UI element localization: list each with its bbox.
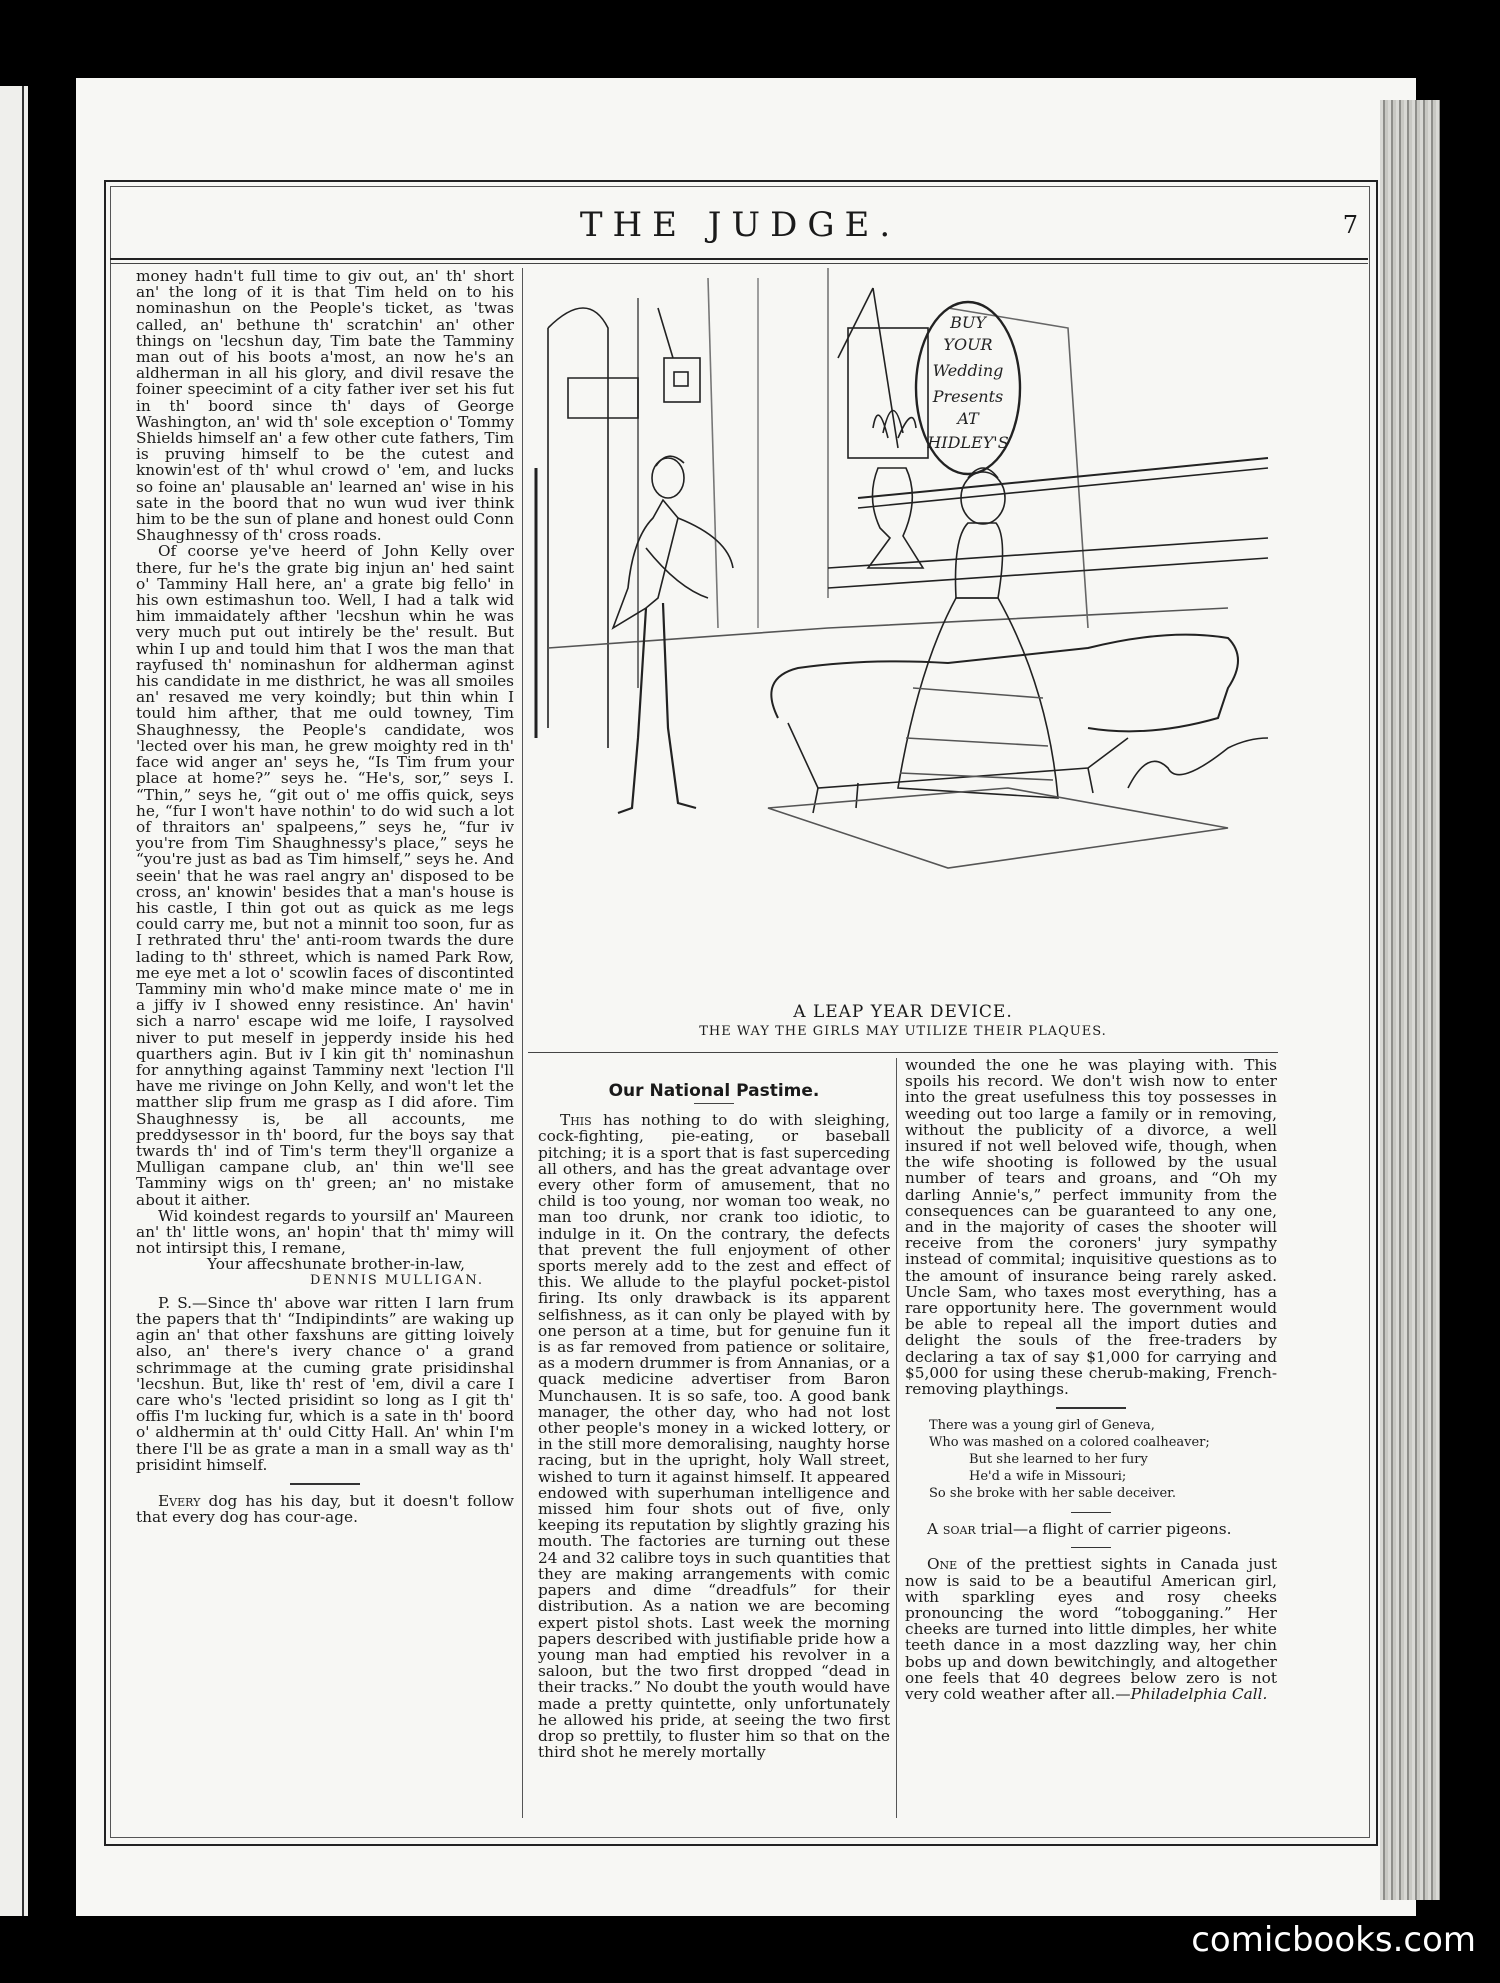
lead-word: This: [560, 1111, 592, 1130]
vase: [868, 468, 923, 568]
every-dog-paragraph: [136, 1493, 514, 1525]
cartoon-drawing: [528, 268, 1278, 998]
column-national-pastime: [538, 1083, 890, 1760]
title-rule: [694, 1103, 734, 1104]
paragraph-text: trial—a flight of carrier pigeons.: [975, 1520, 1232, 1539]
article-paragraph: [905, 1556, 1277, 1702]
cartoon-caption-title: A LEAP YEAR DEVICE.: [793, 1002, 1013, 1022]
man-legs: [618, 603, 696, 813]
lead-word: soar: [942, 1520, 976, 1539]
page-number: 7: [1342, 211, 1358, 239]
sign-text-line: YOUR: [943, 335, 993, 354]
sign-text-line: AT: [957, 409, 979, 428]
section-rule: [1071, 1547, 1111, 1548]
poem-line: So she broke with her sable deceiver.: [929, 1486, 1177, 1502]
column-letter: [136, 268, 514, 1525]
poem-line: He'd a wife in Missouri;: [969, 1469, 1127, 1485]
masthead: [110, 205, 1370, 255]
paragraph-text: has nothing to do with sleighing, cock-fighting, pie-eating, or baseball pitching; it is a sport that is fast superceding all others, and has the great advantage over every other form of amusement, that no child is too young, nor woman too weak, no man too drunk, nor crank too idiotic, to indulge in it. On the contrary, the defects that prevent the full enjoyment of other sports merely add to the zest and effect of this. We allude to the playful pocket-pistol firing. Its only drawback is its apparent selfishness, as it can only be played with by one person at a time, but for genuine fun it is as far removed from patience or solitaire, as a modern drummer is from Annanias, or a quack medicine advertiser from Baron Munchausen. It is so safe, too. A good bank manager, the other day, who had not lost other people's money in a wicked lottery, or in the still more demoralising, naughty horse racing, but in the upright, holy Wall street, wished to turn it against himself. It appeared endowed with superhuman intelligence and missed him four shots out of five, only keeping its reputation by slightly grazing his mouth. The factories are turning out these 24 and 32 calibre toys in such quantities that they are making arrangements with comic papers and dime “dreadfuls” for their distribution. As a nation we are becoming expert pistol shots. Last week the morning papers described with justifiable pride how a young man had emptied his revolver in a saloon, but the two first dropped “dead in their tracks.” No doubt the youth would have made a pretty quintette, only unfortunately he allowed his pride, at seeing the two first drop so prettily, to fluster him so that on the third shot he merely mortally: [538, 1111, 890, 1762]
sign-text-line: Wedding: [932, 361, 1004, 380]
paragraph-text: dog has his day, but it doesn't follow that every dog has cour-age.: [136, 1492, 514, 1527]
letter-closing: Your affecshunate brother-in-law,: [206, 1255, 466, 1274]
article-title: Our National Pastime.: [608, 1081, 820, 1101]
illustration-divider: [528, 1052, 1278, 1053]
sign-text-line: HIDLEY'S: [927, 433, 1009, 452]
man-arm-raised: [678, 518, 733, 568]
poem-line: There was a young girl of Geneva,: [929, 1418, 1155, 1434]
wall-frame-left: [568, 378, 638, 418]
soar-paragraph: [905, 1521, 1277, 1537]
column-divider: [896, 1058, 897, 1818]
poem-line: But she learned to her fury: [969, 1452, 1148, 1468]
poem-line: Who was mashed on a colored coalheaver;: [929, 1435, 1210, 1451]
section-rule: [290, 1483, 360, 1485]
article-paragraph: wounded the one he was playing with. This spoils his record. We don't wish now to enter into the great usefulness this toy possesses in weeding out too large a family or in removing, without the publicity of a divorce, a well insured if not well beloved wife, though, when the wife shooting is followed by the usual number of tears and groans, and “Oh my darling Annie's,” perfect immunity from the consequences can be guaranteed to any one, and in the majority of cases the shooter will receive from the coroners' jury sympathy instead of commital; inquisitive questions as to the amount of insurance being rarely asked. Uncle Sam, who taxes most everything, has a rare opportunity here. The government would be able to repeal all the import duties and delight the souls of the free-traders by declaring a tax of say $1,000 for carrying and $5,000 for using these cherub-making, French-removing playthings.: [905, 1056, 1277, 1399]
sign-text-line: Presents: [932, 387, 1004, 406]
paragraph-text: A: [927, 1520, 943, 1539]
column-continued: [905, 1057, 1277, 1702]
section-rule: [1056, 1407, 1126, 1409]
man-arm-lower: [646, 548, 708, 598]
limerick: [929, 1417, 1277, 1502]
facing-page-edge: [0, 86, 28, 1916]
paragraph-text: of the prettiest sights in Canada just now is said to be a beautiful American girl, with sparkling eyes and rosy cheeks pronouncing the word “tobogganing.” Her cheeks are turned into little dimples, her white teeth dance in a most dazzling way, her chin bobs up and down bewitchingly, and altogether one feels that 40 degrees below zero is not very cold weather after all.—: [905, 1555, 1277, 1704]
letter-signature: DENNIS MULLIGAN.: [310, 1272, 484, 1288]
letter-paragraph: Of coorse ye've heerd of John Kelly over there, fur he's the grate big injun an' hed saint o' Tamminy Hall here, an' a grate big fello' in his own estimashun too. Well, I had a talk wid him immaidately afther 'lecshun whin he was very much put out intirely be the' result. But whin I up and tould him that I wos the man that rayfused th' nominashun for aldherman aginst his candidate in me disthrict, he was all smoiles an' resaved me very koindly; but thin whin I tould him afther, that me ould towney, Tim Shaughnessy, the People's candidate, wos 'lected over his man, he grew moighty red in th' face wid anger an' seys he, “Is Tim frum your place at home?” seys he. “He's, sor,” seys I. “Thin,” seys he, “git out o' me offis quick, seys he, “fur I won't have nothin' to do wid such a lot of thraitors an' spalpeens,” seys he, “fur iv you're from Tim Shaughnessy's place,” seys he “you're just as bad as Tim himself,” seys he. And seein' that he was rael angry an' disposed to be cross, an' knowin' besides that a man's house is his castle, I thin got out as quick as me legs could carry me, but not a minnit too soon, fur as I rethrated thru' the' anti-room twards the dure lading to th' sthreet, which is named Park Row, me eye met a lot o' scowlin faces of discontinted Tamminy min who'd make mince mate o' me in a jiffy iv I showed enny resistince. An' havin' sich a narro' escape wid me loife, I raysolved niver to put meself in jepperdy inside his hed quarthers agin. But iv I kin git th' nominashun for annything against Tamminy next 'lection I'll have me rivinge on John Kelly, and won't let the matther slip frum me grasp as I did afore. Tim Shaughnessy is, be all accounts, me preddysessor in th' boord, fur the boys say that twards th' ind of Tim's term they'll organize a Mulligan campane club, an' thin we'll see Tamminy wigs on th' green; an' no mistake about it aither.: [136, 542, 514, 1209]
letter-paragraph: money hadn't full time to giv out, an' th' short an' the long of it is that Tim held on to his nominashun on the People's ticket, as 'twas called, an' bethune th' scratchin' an' other things on 'lecshun day, Tim bate the Tamminy man out of his boots a'most, an now he's an aldherman in all his glory, and divil resave the foiner speecimint of a city father iver set his fut in th' boord since th' days of George Washington, an' wid th' sole exception o' Tommy Shields himself an' a few other cute fathers, Tim is pruving himself to be the cutest and knowin'est of th' whul crowd o' 'em, and lucks so foine an' plausable an' learned an' wise in his sate in the boord that no wun wud iver think him to be the sun of plane and honest ould Conn Shaughnessy of th' cross roads.: [136, 267, 514, 545]
cartoon-illustration: [528, 268, 1278, 998]
woman-bodice: [956, 523, 1003, 598]
page-stack-edge: [1380, 100, 1440, 1900]
sofa: [771, 635, 1238, 732]
article-paragraph: [538, 1112, 890, 1760]
hanging-picture: [664, 358, 700, 402]
masthead-rule: [110, 258, 1368, 264]
letter-paragraph: Wid koindest regards to yoursilf an' Maureen an' th' little wons, an' hopin' that th' mimy will not intirsipt this, I remane,: [136, 1206, 514, 1258]
source-credit: Philadelphia Call.: [1130, 1685, 1268, 1704]
lead-word: One: [927, 1555, 958, 1574]
cartoon-caption-subtitle: THE WAY THE GIRLS MAY UTILIZE THEIR PLAQUES.: [699, 1024, 1107, 1039]
sign-text-line: BUY: [950, 313, 986, 332]
section-rule: [1071, 1512, 1111, 1513]
lead-word: Every: [158, 1492, 201, 1511]
letter-postscript: P. S.—Since th' above war ritten I larn frum the papers that th' “Indipindints” are waking up agin an' that other faxshuns are gitting loively also, an' there's ivery chance o' a grand schrimmage at the cuming grate prisidinshal 'lecshun. But, like th' rest of 'em, divil a care I care who's 'lected prisidint so long as I git th' offis I'm lucking fur, which is a sate in th' boord o' aldhermin at th' ould Citty Hall. An' whin I'm there I'll be as grate a man in a small way as th' prisidint himself.: [136, 1293, 514, 1474]
masthead-title: THE JUDGE.: [579, 205, 901, 245]
artist-signature: [1128, 738, 1268, 788]
site-watermark: comicbooks.com: [1191, 1920, 1476, 1960]
column-divider: [522, 268, 523, 1818]
